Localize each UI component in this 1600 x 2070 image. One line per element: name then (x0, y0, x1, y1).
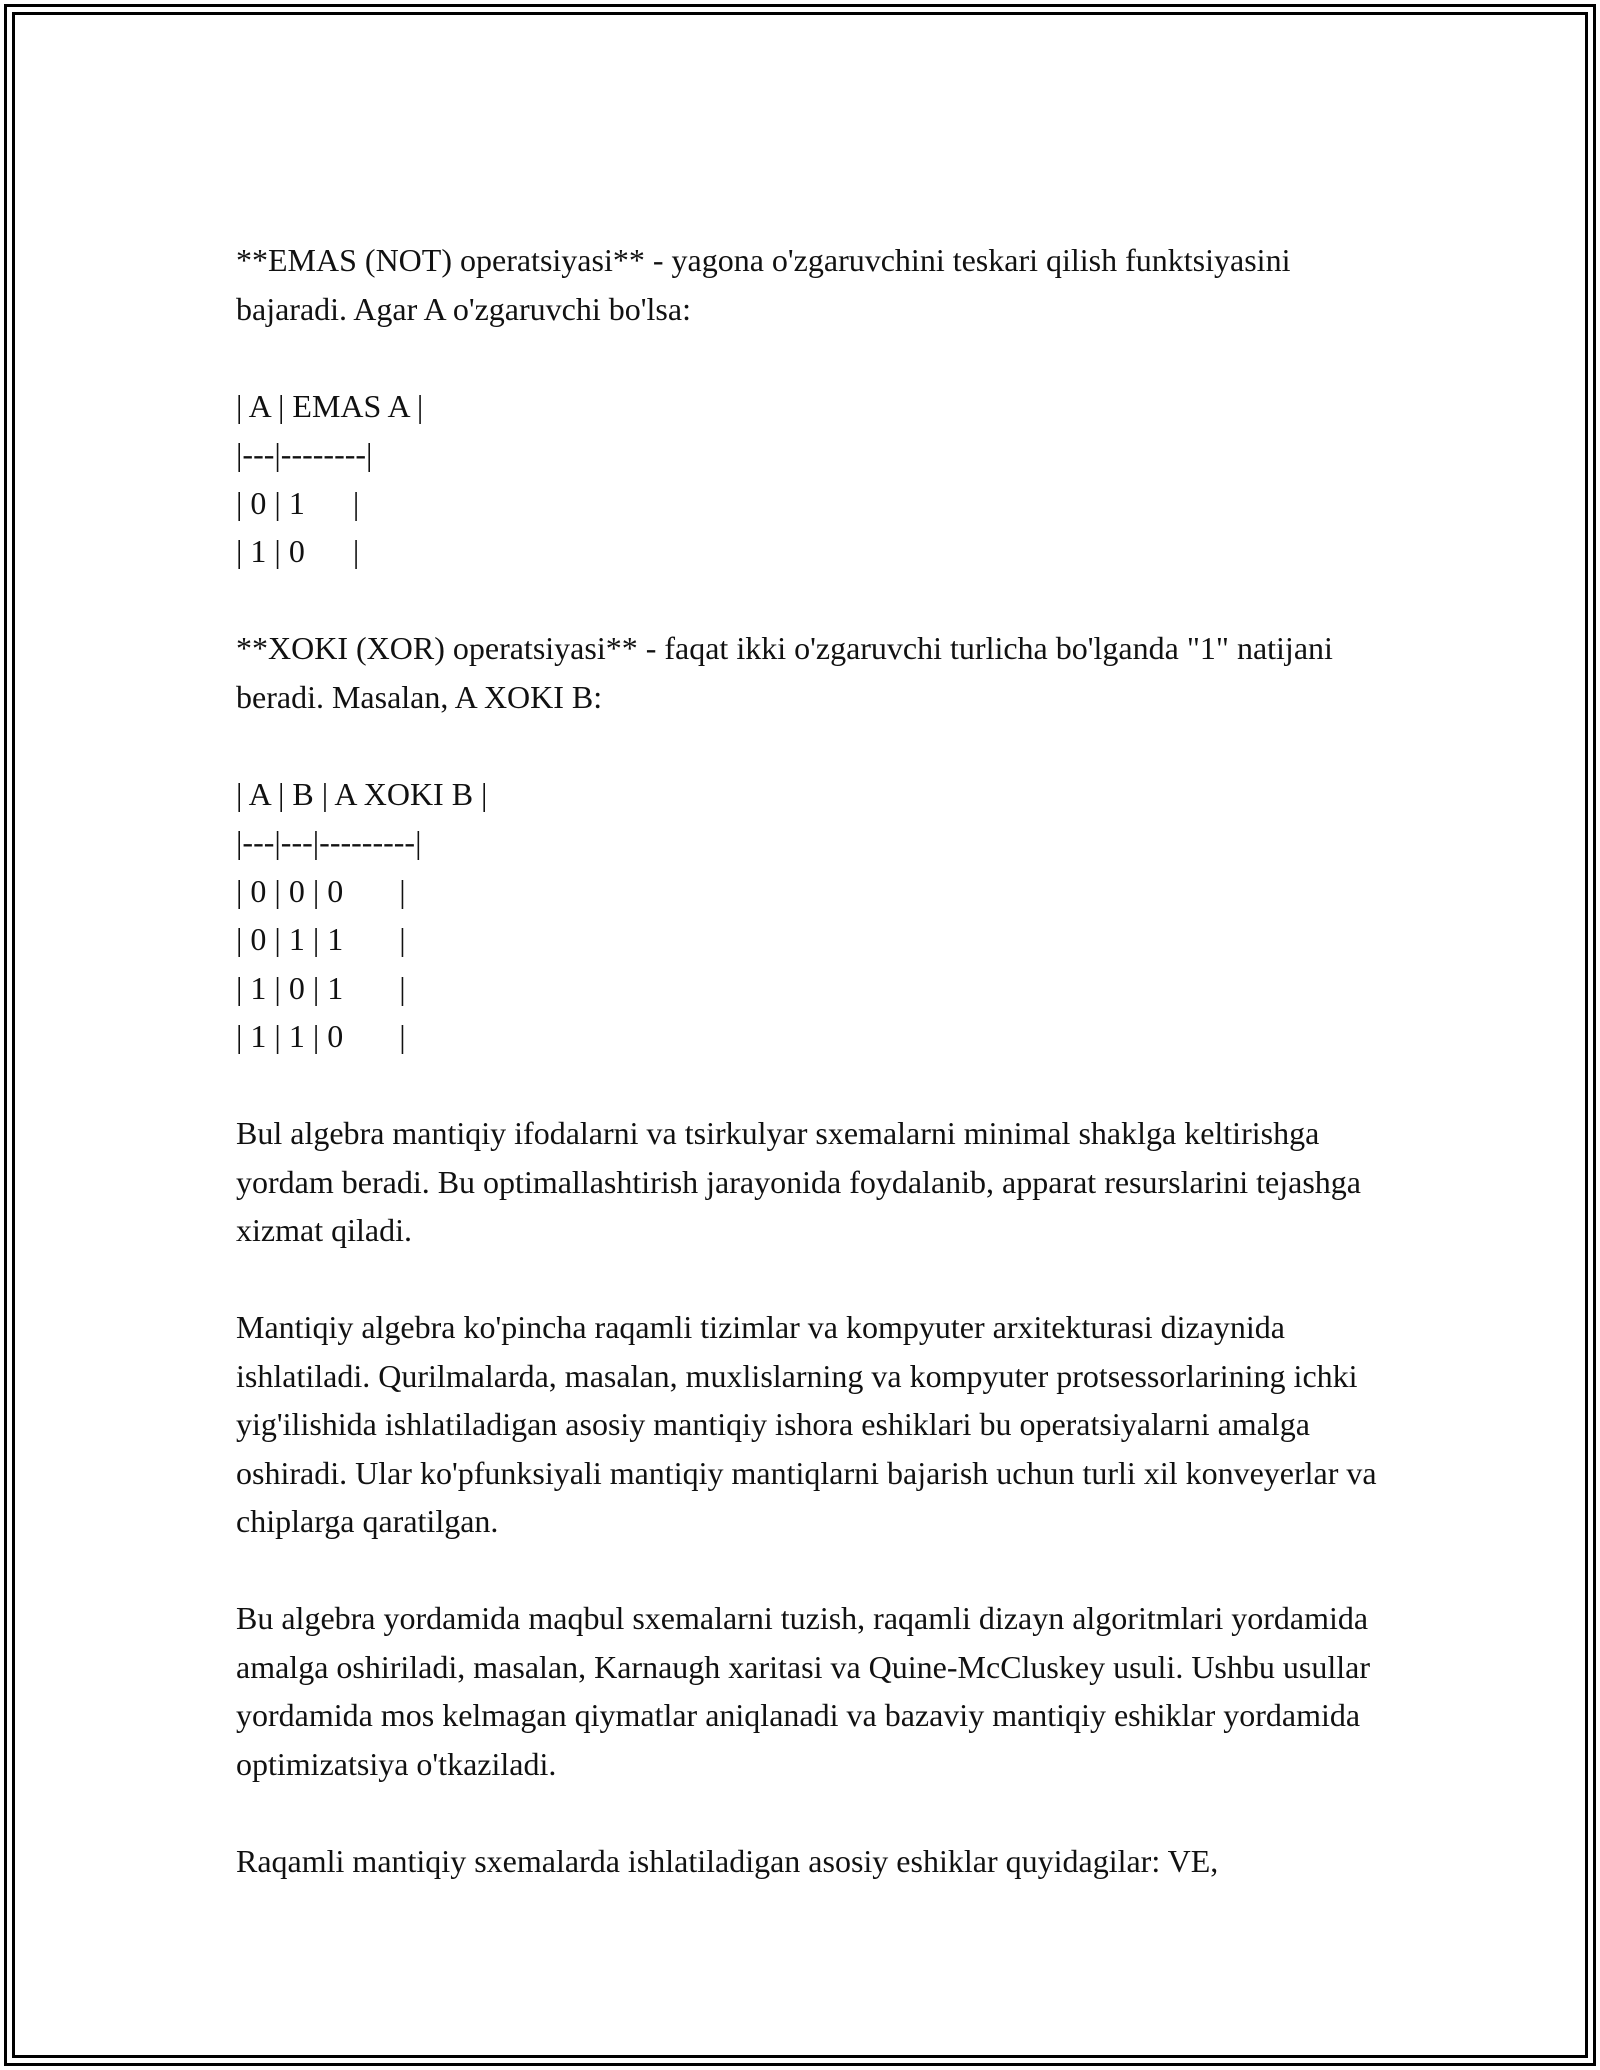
table-row: | 1 | 0 | 1 | (236, 969, 406, 1006)
table-row: | A | B | A XOKI B | (236, 775, 488, 812)
table-row: | 0 | 1 | 1 | (236, 921, 406, 957)
raqamli-paragraph: Raqamli mantiqiy sxemalarda ishlatiladigan asosiy eshiklar quyidagilar: VE, (236, 1842, 1219, 1879)
table-row: | 1 | 1 | 0 | (236, 1018, 406, 1054)
xor-truth-table (236, 770, 1396, 1061)
table-row: |---|--------| (236, 436, 373, 472)
table-row: |---|---|---------| (236, 824, 422, 860)
table-row: | 1 | 0 | (236, 533, 360, 569)
bul-algebra-paragraph: Bul algebra mantiqiy ifodalarni va tsirkulyar sxemalarni minimal shaklga keltirishga yordam beradi. Bu optimallashtirish jarayonida foydalanib, apparat resurslarini tejashga xizmat qiladi. (236, 1115, 1361, 1248)
table-row: | 0 | 1 | (236, 484, 360, 521)
bu-algebra-paragraph: Bu algebra yordamida maqbul sxemalarni tuzish, raqamli dizayn algoritmlari yordamida amalga oshiriladi, masalan, Karnaugh xaritasi va Quine-McCluskey usuli. Ushbu usullar yordamida mos kelmagan qiymatlar aniqlanadi va bazaviy mantiqiy eshiklar yordamida optimizatsiya o'tkaziladi. (236, 1600, 1370, 1782)
table-row: | A | EMAS A | (236, 387, 424, 424)
not-intro-paragraph: **EMAS (NOT) operatsiyasi** - yagona o'zgaruvchini teskari qilish funktsiyasini bajaradi. Agar A o'zgaruvchi bo'lsa: (236, 242, 1291, 327)
document-body (236, 236, 1396, 1934)
table-row: | 0 | 0 | 0 | (236, 872, 406, 909)
xor-intro-paragraph: **XOKI (XOR) operatsiyasi** - faqat ikki o'zgaruvchi turlicha bo'lganda "1" natijani beradi. Masalan, A XOKI B: (236, 630, 1333, 715)
mantiqiy-algebra-paragraph: Mantiqiy algebra ko'pincha raqamli tizimlar va kompyuter arxitekturasi dizaynida ishlatiladi. Qurilmalarda, masalan, muxlislarning va kompyuter protsessorlarining ichki yig'ilishida ishlatiladigan asosiy mantiqiy ishora eshiklari bu operatsiyalarni amalga oshiradi. Ular ko'pfunksiyali mantiqiy mantiqlarni bajarish uchun turli xil konveyerlar va chiplarga qaratilgan. (236, 1309, 1377, 1539)
not-truth-table (236, 382, 1396, 576)
